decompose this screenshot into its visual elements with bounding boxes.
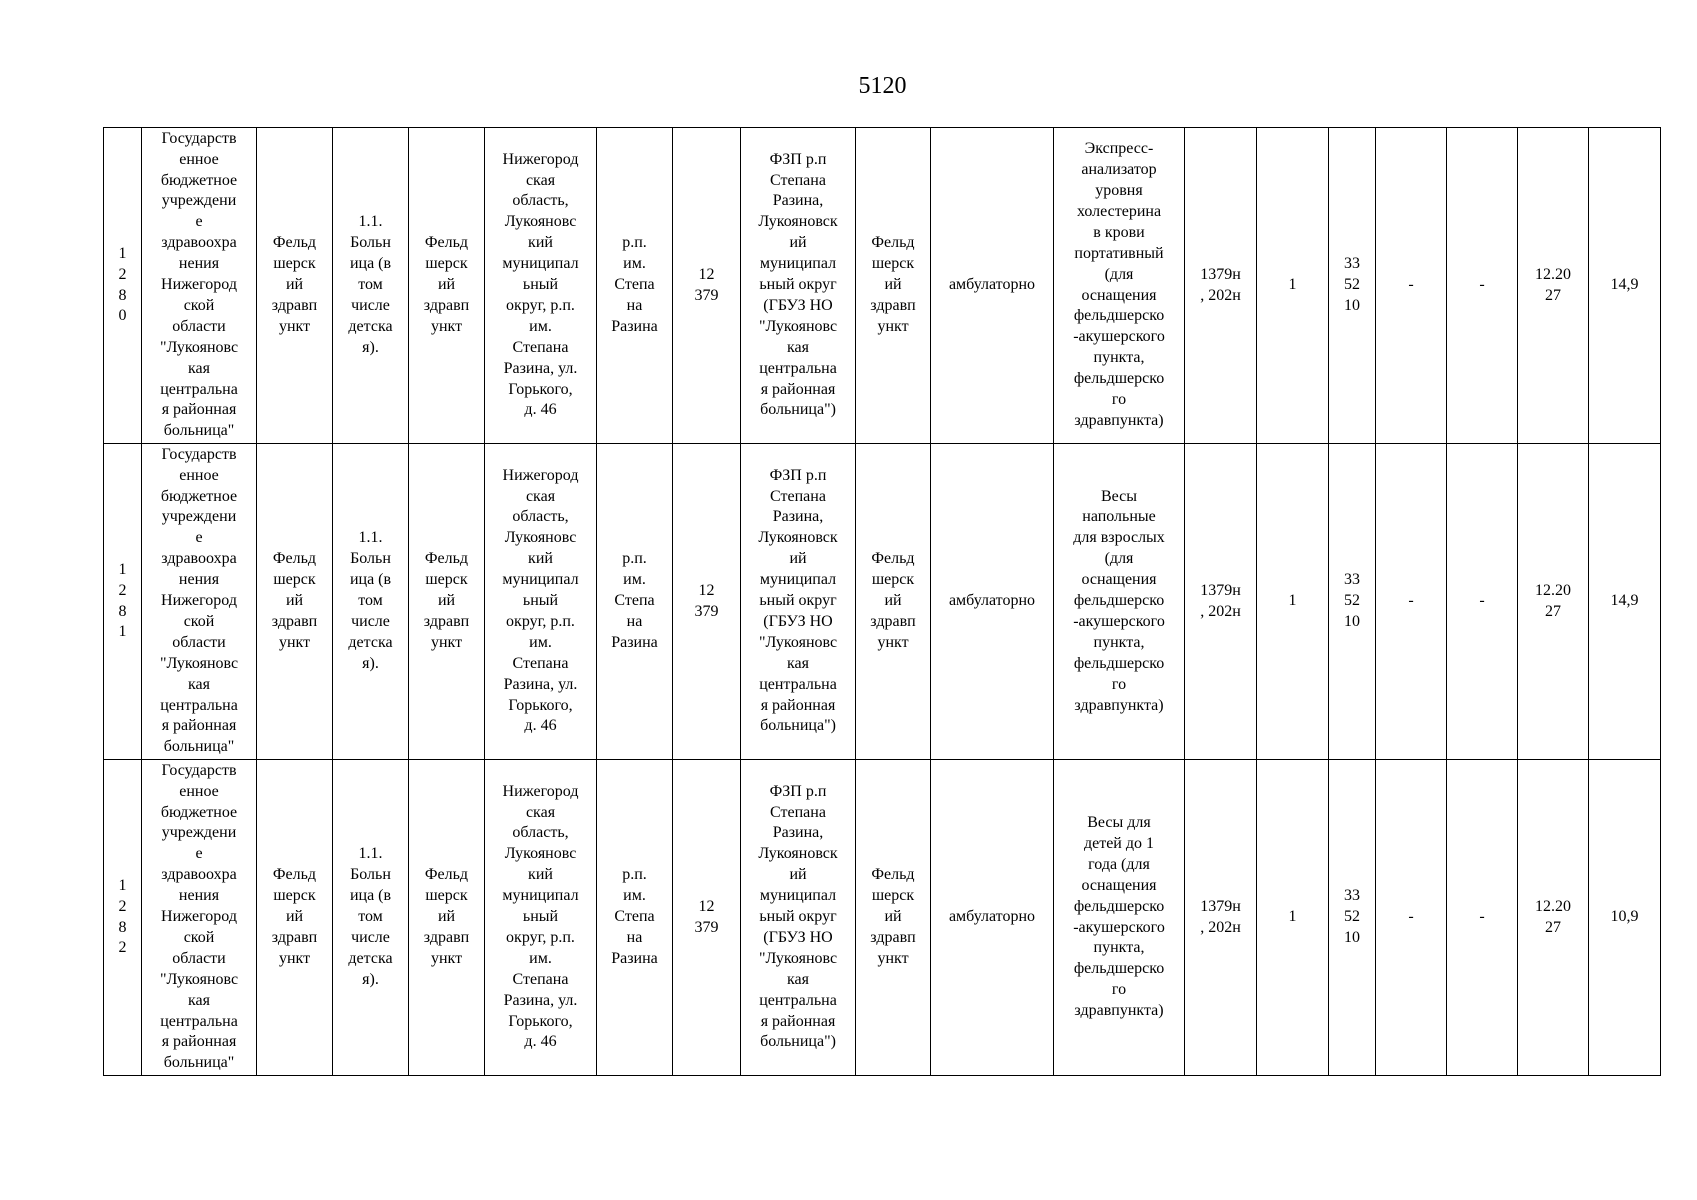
cell-unit: ФЗП р.п Степана Разина, Лукояновск ий муниципал ьный округ (ГБУЗ НО "Лукояновс кая центральна я районная больница") [741, 444, 856, 760]
cell-category: 1.1. Больн ица (в том числе детска я). [333, 444, 409, 760]
cell-code: 33 52 10 [1329, 760, 1376, 1076]
cell-price: 14,9 [1589, 444, 1661, 760]
cell-quantity: 1 [1257, 444, 1329, 760]
cell-date: 12.20 27 [1518, 444, 1589, 760]
cell-subtype: Фельд шерск ий здравп ункт [409, 444, 485, 760]
cell-quantity: 1 [1257, 128, 1329, 444]
cell-subtype: Фельд шерск ий здравп ункт [409, 128, 485, 444]
cell-quantity: 1 [1257, 760, 1329, 1076]
cell-type: Фельд шерск ий здравп ункт [257, 444, 333, 760]
cell-date: 12.20 27 [1518, 128, 1589, 444]
cell-institution: Государств енное бюджетное учреждени е здравоохра нения Нижегород ской области "Лукояновс кая центральна я районная больница" [142, 128, 257, 444]
cell-care-form: амбулаторно [931, 128, 1054, 444]
cell-col-a: - [1376, 128, 1447, 444]
cell-equipment: Весы напольные для взрослых (для оснащения фельдшерско -акушерского пункта, фельдшерско го здравпункта) [1054, 444, 1185, 760]
cell-code: 33 52 10 [1329, 444, 1376, 760]
cell-locality: р.п. им. Степа на Разина [597, 128, 673, 444]
cell-row-number: 1 2 8 2 [104, 760, 142, 1076]
cell-population: 12 379 [673, 760, 741, 1076]
cell-col-a: - [1376, 760, 1447, 1076]
cell-order: 1379н , 202н [1185, 128, 1257, 444]
cell-col-b: - [1447, 760, 1518, 1076]
cell-type: Фельд шерск ий здравп ункт [257, 128, 333, 444]
page-number: 5120 [858, 73, 907, 99]
data-table [103, 127, 1661, 1076]
table-row [104, 444, 1661, 760]
cell-price: 10,9 [1589, 760, 1661, 1076]
cell-equipment: Экспресс- анализатор уровня холестерина в крови портативный (для оснащения фельдшерско -акушерского пункта, фельдшерско го здравпункта) [1054, 128, 1185, 444]
cell-unit-type: Фельд шерск ий здравп ункт [856, 128, 931, 444]
table-row [104, 760, 1661, 1076]
cell-unit: ФЗП р.п Степана Разина, Лукояновск ий муниципал ьный округ (ГБУЗ НО "Лукояновс кая центральна я районная больница") [741, 760, 856, 1076]
cell-unit-type: Фельд шерск ий здравп ункт [856, 760, 931, 1076]
cell-address: Нижегород ская область, Лукояновс кий муниципал ьный округ, р.п. им. Степана Разина, ул. Горького, д. 46 [485, 444, 597, 760]
cell-col-b: - [1447, 128, 1518, 444]
cell-type: Фельд шерск ий здравп ункт [257, 760, 333, 1076]
cell-row-number: 1 2 8 1 [104, 444, 142, 760]
table-row [104, 128, 1661, 444]
cell-address: Нижегород ская область, Лукояновс кий муниципал ьный округ, р.п. им. Степана Разина, ул. Горького, д. 46 [485, 760, 597, 1076]
cell-order: 1379н , 202н [1185, 760, 1257, 1076]
cell-institution: Государств енное бюджетное учреждени е здравоохра нения Нижегород ской области "Лукояновс кая центральна я районная больница" [142, 444, 257, 760]
cell-address: Нижегород ская область, Лукояновс кий муниципал ьный округ, р.п. им. Степана Разина, ул. Горького, д. 46 [485, 128, 597, 444]
cell-subtype: Фельд шерск ий здравп ункт [409, 760, 485, 1076]
cell-equipment: Весы для детей до 1 года (для оснащения фельдшерско -акушерского пункта, фельдшерско го здравпункта) [1054, 760, 1185, 1076]
cell-order: 1379н , 202н [1185, 444, 1257, 760]
cell-date: 12.20 27 [1518, 760, 1589, 1076]
cell-unit: ФЗП р.п Степана Разина, Лукояновск ий муниципал ьный округ (ГБУЗ НО "Лукояновс кая центральна я районная больница") [741, 128, 856, 444]
cell-category: 1.1. Больн ица (в том числе детска я). [333, 128, 409, 444]
cell-col-a: - [1376, 444, 1447, 760]
cell-population: 12 379 [673, 128, 741, 444]
cell-unit-type: Фельд шерск ий здравп ункт [856, 444, 931, 760]
cell-row-number: 1 2 8 0 [104, 128, 142, 444]
cell-care-form: амбулаторно [931, 760, 1054, 1076]
cell-category: 1.1. Больн ица (в том числе детска я). [333, 760, 409, 1076]
cell-locality: р.п. им. Степа на Разина [597, 444, 673, 760]
cell-col-b: - [1447, 444, 1518, 760]
cell-locality: р.п. им. Степа на Разина [597, 760, 673, 1076]
cell-code: 33 52 10 [1329, 128, 1376, 444]
cell-population: 12 379 [673, 444, 741, 760]
cell-institution: Государств енное бюджетное учреждени е здравоохра нения Нижегород ской области "Лукояновс кая центральна я районная больница" [142, 760, 257, 1076]
cell-price: 14,9 [1589, 128, 1661, 444]
cell-care-form: амбулаторно [931, 444, 1054, 760]
